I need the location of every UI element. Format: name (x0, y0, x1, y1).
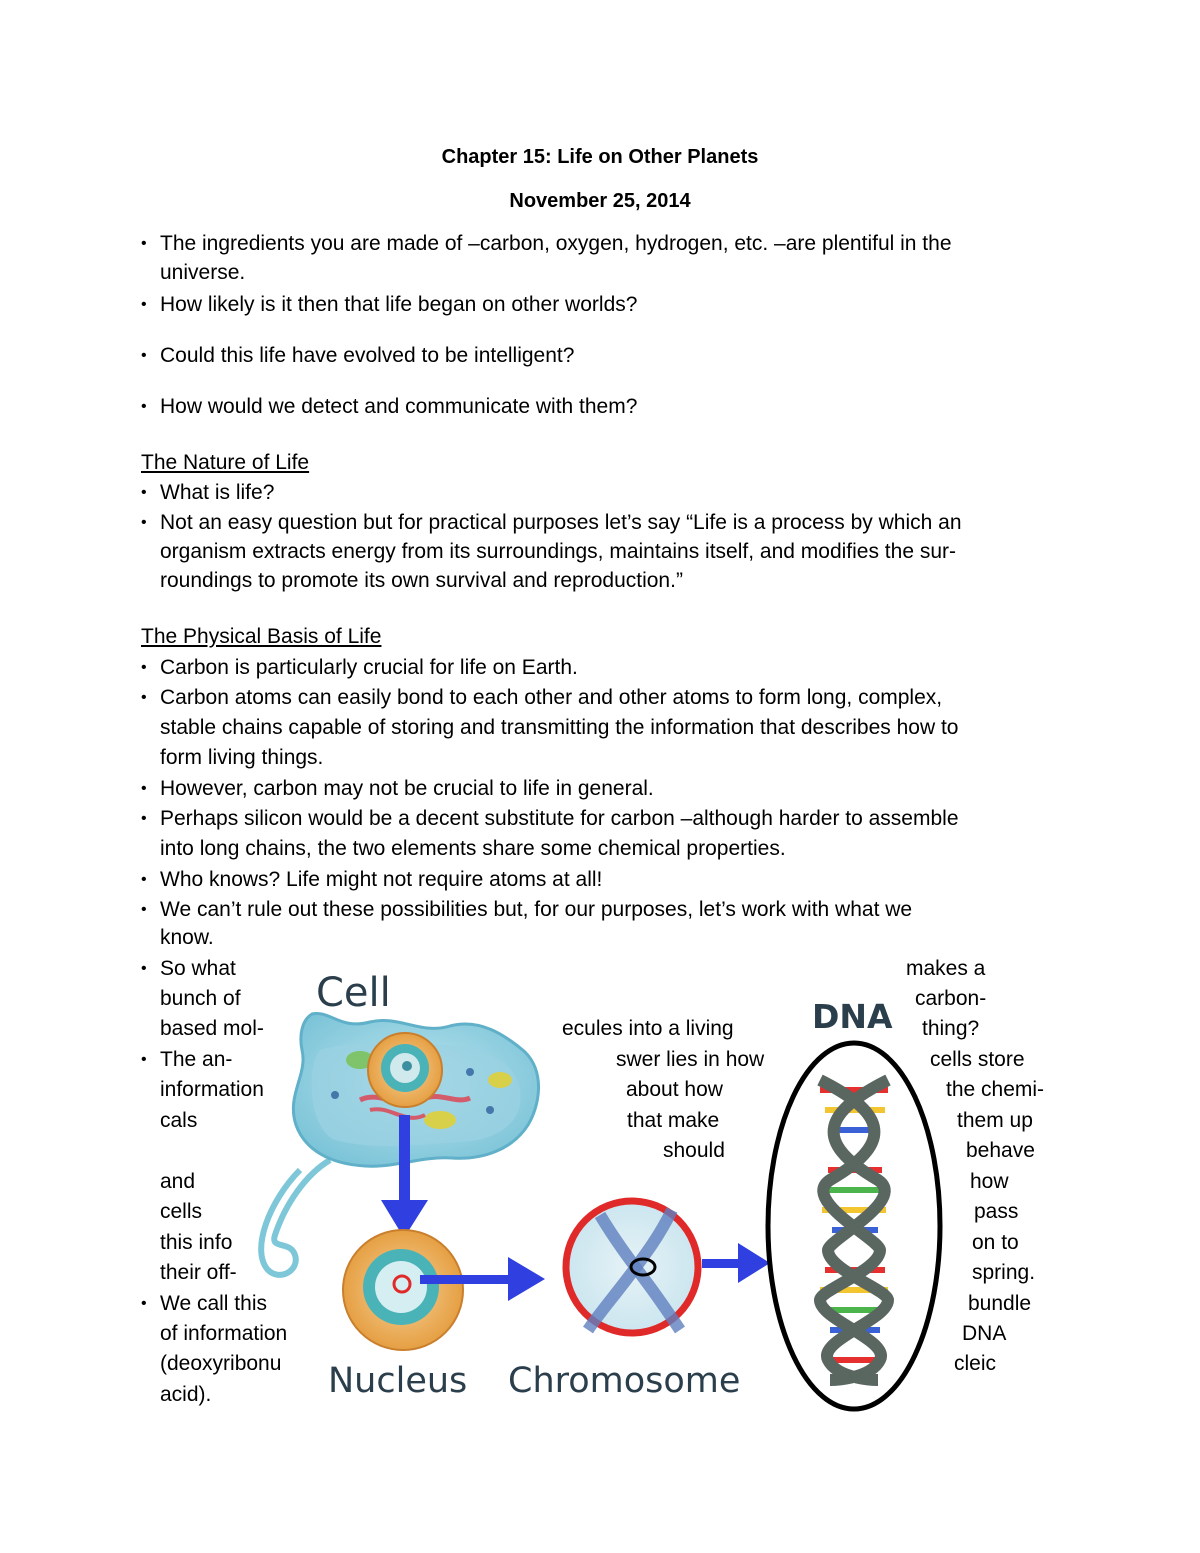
nature-bullet-2-line-3: roundings to promote its own survival and reproduction.” (160, 569, 683, 592)
intro-bullet-3: Could this life have evolved to be intelligent? (160, 344, 575, 367)
dna-illustration (768, 1043, 940, 1409)
intro-bullet-2: How likely is it then that life began on other worlds? (160, 293, 638, 316)
nature-bullet-2-line-2: organism extracts energy from its surroundings, maintains itself, and modifies the sur- (160, 540, 957, 563)
fragment-left: their off- (160, 1261, 237, 1284)
fragment-left: We call this (160, 1292, 267, 1315)
chromosome-illustration (566, 1201, 698, 1333)
fragment-right: makes a (906, 957, 986, 980)
bullet-dot: • (141, 514, 147, 531)
bullet-dot: • (141, 296, 147, 313)
bullet-dot: • (141, 659, 147, 676)
bullet-dot: • (141, 810, 147, 827)
arrow-head-right (508, 1257, 545, 1301)
bullet-dot: • (141, 1295, 147, 1312)
bullet-dot: • (141, 398, 147, 415)
physical-bullet-5: Who knows? Life might not require atoms at all! (160, 868, 603, 891)
physical-bullet-2-line-1: Carbon atoms can easily bond to each other and other atoms to form long, complex, (160, 686, 943, 709)
fragment-left: based mol- (160, 1017, 264, 1040)
fragment-right: DNA (962, 1322, 1007, 1345)
bullet-dot: • (141, 235, 147, 252)
intro-bullet-4: How would we detect and communicate with them? (160, 395, 638, 418)
fragment-left: of information (160, 1322, 288, 1345)
arrow-down (399, 1115, 410, 1203)
physical-bullet-2-line-2: stable chains capable of storing and transmitting the information that describes how to (160, 716, 959, 739)
section-heading-nature: The Nature of Life (141, 451, 310, 474)
fragment-left: and (160, 1170, 196, 1193)
intro-bullet-1-line-1: The ingredients you are made of –carbon, oxygen, hydrogen, etc. –are plentiful in the (160, 232, 952, 255)
arrow-right (420, 1275, 512, 1284)
fragment-mid: ecules into a living (562, 1017, 734, 1040)
bullet-dot: • (141, 871, 147, 888)
bullet-dot: • (141, 1051, 147, 1068)
figure-label-dna: DNA (812, 997, 893, 1036)
physical-bullet-1: Carbon is particularly crucial for life on Earth. (160, 656, 578, 679)
section-heading-physical: The Physical Basis of Life (141, 625, 382, 648)
fragment-right: spring. (972, 1261, 1036, 1284)
intro-bullet-1-line-2: universe. (160, 261, 246, 284)
figure-label-chromosome: Chromosome (508, 1361, 741, 1401)
bullet-dot: • (141, 484, 147, 501)
figure-label-nucleus: Nucleus (328, 1361, 468, 1401)
fragment-left: information (160, 1078, 264, 1101)
bullet-dot: • (141, 780, 147, 797)
nature-bullet-2-line-1: Not an easy question but for practical purposes let’s say “Life is a process by which an (160, 511, 962, 534)
fragment-left: this info (160, 1231, 233, 1254)
fragment-mid: about how (626, 1078, 723, 1101)
bullet-dot: • (141, 901, 147, 918)
physical-bullet-3: However, carbon may not be crucial to life in general. (160, 777, 654, 800)
fragment-mid: should (663, 1139, 725, 1162)
fragment-right: on to (972, 1231, 1019, 1254)
fragment-mid: swer lies in how (616, 1048, 765, 1071)
arrow-right (702, 1259, 742, 1268)
fragment-right: how (970, 1170, 1009, 1193)
arrow-head-right (738, 1243, 770, 1283)
fragment-right: them up (957, 1109, 1033, 1132)
page-date: November 25, 2014 (509, 190, 691, 212)
fragment-left: cals (160, 1109, 198, 1132)
nucleus-illustration (343, 1230, 463, 1350)
fragment-right: cleic (954, 1352, 997, 1375)
fragment-left: acid). (160, 1383, 212, 1406)
bullet-dot: • (141, 689, 147, 706)
fragment-left: cells (160, 1200, 203, 1223)
nature-bullet-1: What is life? (160, 481, 275, 504)
fragment-mid: that make (627, 1109, 720, 1132)
fragment-left: So what (160, 957, 236, 980)
fragment-right: cells store (930, 1048, 1025, 1071)
bullet-dot: • (141, 960, 147, 977)
fragment-right: behave (966, 1139, 1035, 1162)
figure-label-cell: Cell (316, 970, 391, 1016)
fragment-right: pass (974, 1200, 1019, 1223)
physical-bullet-4-line-2: into long chains, the two elements share some chemical properties. (160, 837, 786, 860)
bullet-dot: • (141, 347, 147, 364)
fragment-right: carbon- (915, 987, 987, 1010)
page-title: Chapter 15: Life on Other Planets (441, 146, 759, 168)
physical-bullet-6-line-2: know. (160, 926, 214, 949)
fragment-left: (deoxyribonu (160, 1352, 282, 1375)
physical-bullet-2-line-3: form living things. (160, 746, 324, 769)
fragment-left: The an- (160, 1048, 233, 1071)
physical-bullet-4-line-1: Perhaps silicon would be a decent substitute for carbon –although harder to assemble (160, 807, 959, 830)
fragment-right: thing? (922, 1017, 980, 1040)
fragment-left: bunch of (160, 987, 241, 1010)
fragment-right: bundle (968, 1292, 1032, 1315)
fragment-right: the chemi- (946, 1078, 1045, 1101)
physical-bullet-6-line-1: We can’t rule out these possibilities but, for our purposes, let’s work with what we (160, 898, 913, 921)
